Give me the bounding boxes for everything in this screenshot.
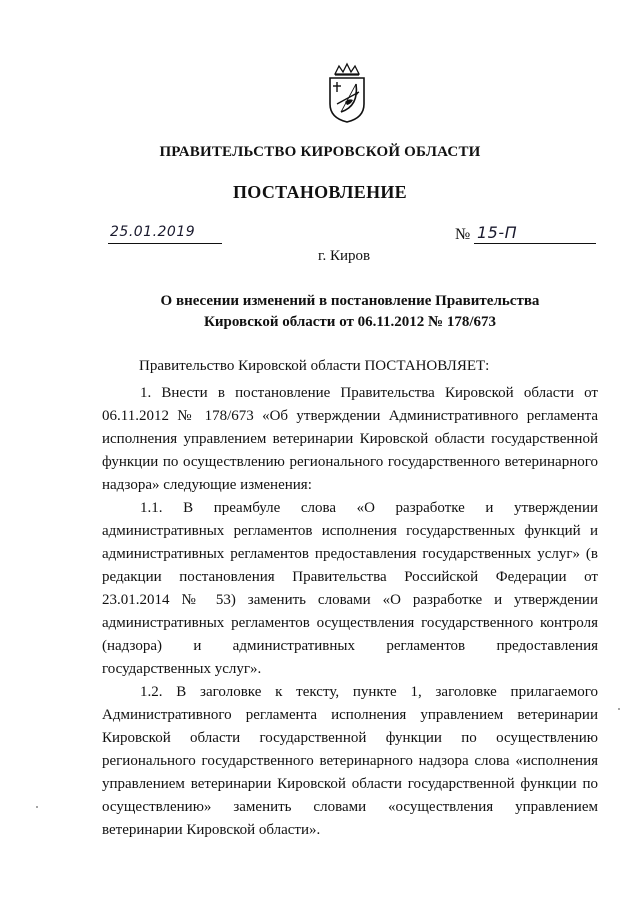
preamble: Правительство Кировской области ПОСТАНОВЛЯЕТ: (139, 358, 490, 374)
number-field (474, 223, 596, 244)
document-subject (60, 291, 640, 333)
number-label: № (455, 226, 471, 243)
handwritten-date: 25.01.2019 (110, 224, 196, 240)
subject-line-2: Кировской области от 06.11.2012 № 178/673 (203, 314, 497, 330)
paragraph-1-2: 1.2. В заголовке к тексту, пункте 1, заголовке прилагаемого Административного регламента исполнения управлением ветеринарии Кировской области государственной функции по осуществлению регионального государственного ветеринарного надзора слова «исполнения управлением ветеринарии Кировской области государственной функции по осуществлению» заменить словами «осуществления управлением ветеринарии Кировской области». (102, 684, 598, 838)
paragraph-1-1: 1.1. В преамбуле слова «О разработке и утверждении административных регламентов исполнения государственных функций и административных регламентов предоставления государственных услуг» (в редакции постановления Правительства Российской Федерации от 23.01.2014 № 53) заменить словами «О разработке и утверждении административных регламентов осуществления государственного контроля (надзора) и административных регламентов предоставления государственных услуг». (102, 500, 598, 677)
body-text (102, 382, 598, 842)
subject-line-1: О внесении изменений в постановление Правительства (160, 293, 540, 309)
government-title: ПРАВИТЕЛЬСТВО КИРОВСКОЙ ОБЛАСТИ (159, 144, 481, 160)
scan-speck (36, 806, 38, 808)
scan-speck (618, 708, 620, 710)
document-type: ПОСТАНОВЛЕНИЕ (233, 182, 407, 202)
paragraph-1: 1. Внести в постановление Правительства Кировской области от 06.11.2012 № 178/673 «Об утверждении Административного регламента исполнения управлением ветеринарии Кировской области государственной функции по осуществлению регионального государственного ветеринарного надзора» следующие изменения: (102, 385, 598, 493)
date-field (108, 223, 222, 244)
city: г. Киров (318, 248, 371, 264)
kirov-coat-of-arms-icon (325, 62, 369, 124)
handwritten-number: 15-П (477, 223, 518, 242)
